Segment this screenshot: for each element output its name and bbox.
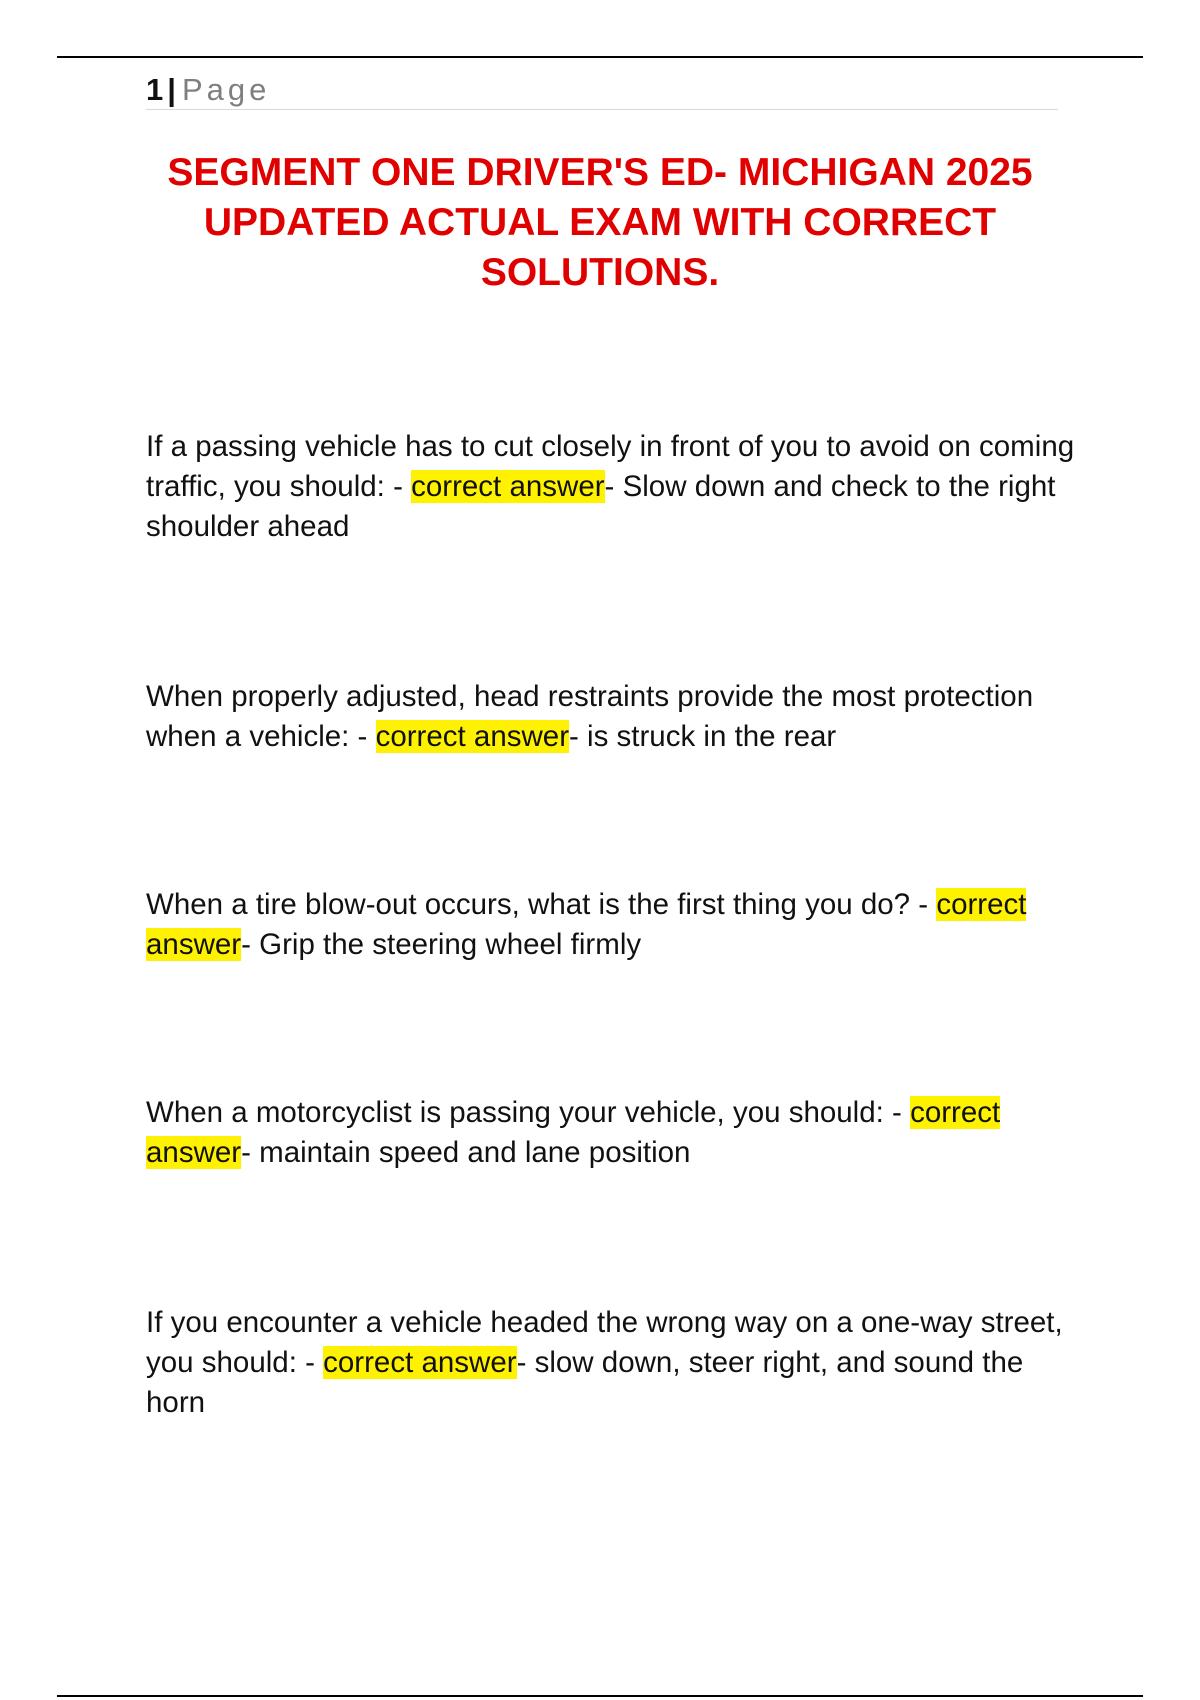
correct-answer-marker: correct answer — [146, 1096, 1001, 1169]
document-title: SEGMENT ONE DRIVER'S ED- MICHIGAN 2025 UPDATED ACTUAL EXAM WITH CORRECT SOLUTIONS. — [167, 151, 1033, 294]
correct-answer-marker: correct answer — [323, 1346, 517, 1379]
question-text: If you encounter a vehicle headed the wrong way on a one-way street, you should: - — [146, 1306, 1063, 1379]
answer-text: - maintain speed and lane position — [241, 1136, 691, 1169]
question-block-1 — [146, 427, 1076, 547]
question-block-5 — [146, 1303, 1076, 1423]
page-label: Page — [181, 72, 271, 107]
question-text: When properly adjusted, head restraints provide the most protection when a vehicle: - — [146, 680, 1034, 753]
question-block-4 — [146, 1093, 1076, 1173]
bottom-rule — [57, 1695, 1143, 1697]
top-rule — [57, 56, 1143, 58]
question-block-3 — [146, 885, 1076, 965]
answer-text: - Slow down and check to the right shoulder ahead — [146, 470, 1056, 543]
answer-text: - slow down, steer right, and sound the horn — [146, 1346, 1024, 1419]
question-block-2 — [146, 677, 1076, 757]
page-separator: | — [167, 72, 176, 107]
correct-answer-marker: correct answer — [375, 720, 570, 753]
question-text: When a motorcyclist is passing your vehicle, you should: - — [146, 1096, 911, 1129]
question-text: If a passing vehicle has to cut closely in front of you to avoid on coming traffic, you should: - — [146, 430, 1075, 503]
page-number: 1 — [146, 72, 164, 107]
answer-text: - is struck in the rear — [569, 720, 837, 753]
question-text: When a tire blow-out occurs, what is the first thing you do? - — [146, 888, 937, 921]
correct-answer-marker: correct answer — [146, 888, 1027, 961]
answer-text: - Grip the steering wheel firmly — [241, 928, 642, 961]
page-header — [146, 70, 1058, 110]
correct-answer-marker: correct answer — [411, 470, 605, 503]
